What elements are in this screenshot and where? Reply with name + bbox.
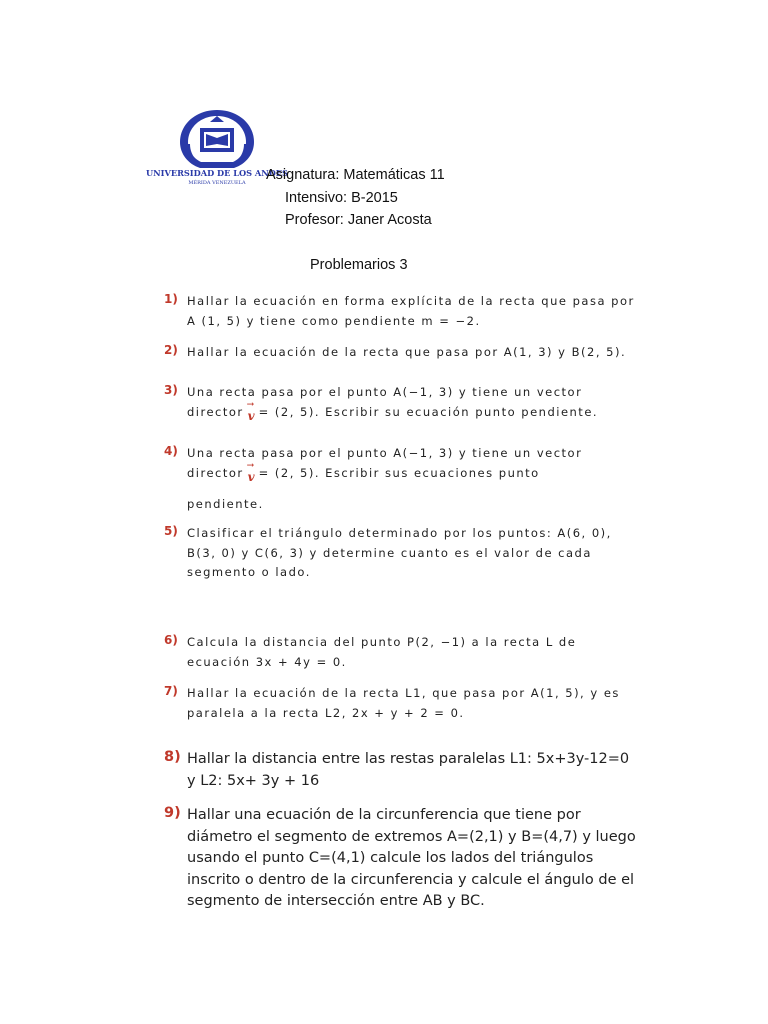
problem-6 bbox=[164, 633, 684, 672]
document-title: Problemarios 3 bbox=[310, 257, 408, 273]
university-logo bbox=[146, 104, 288, 186]
problem-text-line: A (1, 5) y tiene como pendiente m = −2. bbox=[187, 313, 481, 328]
professor-line: Profesor: Janer Acosta bbox=[285, 212, 432, 228]
problem-9 bbox=[164, 805, 684, 913]
problem-text-pre: director bbox=[187, 465, 244, 480]
problem-text-post: = (2, 5). Escribir su ecuación punto pendiente. bbox=[258, 404, 599, 419]
problem-number: 1) bbox=[164, 292, 178, 306]
problem-text-line: inscrito o dentro de la circunferencia y calcule el ángulo de el bbox=[187, 871, 635, 888]
problem-text-line: segmento de intersección entre AB y BC. bbox=[187, 893, 485, 909]
problem-text-line: Hallar una ecuación de la circunferencia que tiene por bbox=[187, 807, 581, 823]
problem-text-line bbox=[187, 464, 684, 488]
problem-text-line: B(3, 0) y C(6, 3) y determine cuanto es el valor de cada bbox=[187, 545, 592, 560]
problem-number: 7) bbox=[164, 684, 178, 698]
problem-text-line: Hallar la ecuación en forma explícita de la recta que pasa por bbox=[187, 294, 635, 308]
problem-8 bbox=[164, 749, 684, 792]
problem-5 bbox=[164, 524, 684, 583]
problem-number: 2) bbox=[164, 343, 178, 357]
problem-text-line: Hallar la ecuación de la recta que pasa por A(1, 3) y B(2, 5). bbox=[187, 345, 627, 359]
logo-seal-icon bbox=[180, 110, 254, 168]
intensive-line: Intensivo: B-2015 bbox=[285, 190, 398, 206]
problem-4 bbox=[164, 444, 684, 515]
problem-text-line: segmento o lado. bbox=[187, 565, 311, 579]
problem-text-line: y L2: 5x+ 3y + 16 bbox=[187, 772, 320, 789]
problem-number: 6) bbox=[164, 633, 178, 647]
problem-text-line: ecuación 3x + 4y = 0. bbox=[187, 654, 347, 669]
vector-v-symbol: → v bbox=[248, 407, 255, 427]
problem-text-line: Calcula la distancia del punto P(2, −1) a la recta L de bbox=[187, 635, 577, 649]
logo-location: MÉRIDA VENEZUELA bbox=[188, 180, 246, 186]
subject-line: Asignatura: Matemáticas 11 bbox=[266, 167, 445, 183]
problem-number: 3) bbox=[164, 383, 178, 397]
problem-2 bbox=[164, 343, 684, 363]
problem-text-post: = (2, 5). Escribir sus ecuaciones punto bbox=[258, 465, 540, 480]
problem-text-line: Hallar la ecuación de la recta L1, que pasa por A(1, 5), y es bbox=[187, 686, 620, 700]
problem-text-line: Una recta pasa por el punto A(−1, 3) y tiene un vector bbox=[187, 385, 583, 399]
problem-text-line: usando el punto C=(4,1) calcule los lados del triángulos bbox=[187, 850, 594, 866]
logo-name-line1: UNIVERSIDAD DE LOS ANDES bbox=[146, 168, 288, 178]
problem-text-line: Clasificar el triángulo determinado por los puntos: A(6, 0), bbox=[187, 526, 612, 540]
problem-3 bbox=[164, 383, 684, 426]
problem-text-line: diámetro el segmento de extremos A=(2,1) y B=(4,7) y luego bbox=[187, 828, 636, 845]
problem-text-line bbox=[187, 403, 684, 427]
problem-number: 5) bbox=[164, 524, 178, 538]
problem-text-line: Una recta pasa por el punto A(−1, 3) y tiene un vector bbox=[187, 446, 583, 460]
problem-text-line: Hallar la distancia entre las restas paralelas L1: 5x+3y-12=0 bbox=[187, 751, 630, 767]
problem-7 bbox=[164, 684, 684, 723]
problem-number: 4) bbox=[164, 444, 178, 458]
problem-number: 9) bbox=[164, 805, 181, 821]
problem-1 bbox=[164, 292, 684, 331]
problem-number: 8) bbox=[164, 749, 181, 765]
problem-text-line: pendiente. bbox=[187, 497, 264, 511]
vector-v-symbol: → v bbox=[248, 468, 255, 488]
problem-text-pre: director bbox=[187, 404, 244, 419]
problem-text-line: paralela a la recta L2, 2x + y + 2 = 0. bbox=[187, 705, 465, 720]
